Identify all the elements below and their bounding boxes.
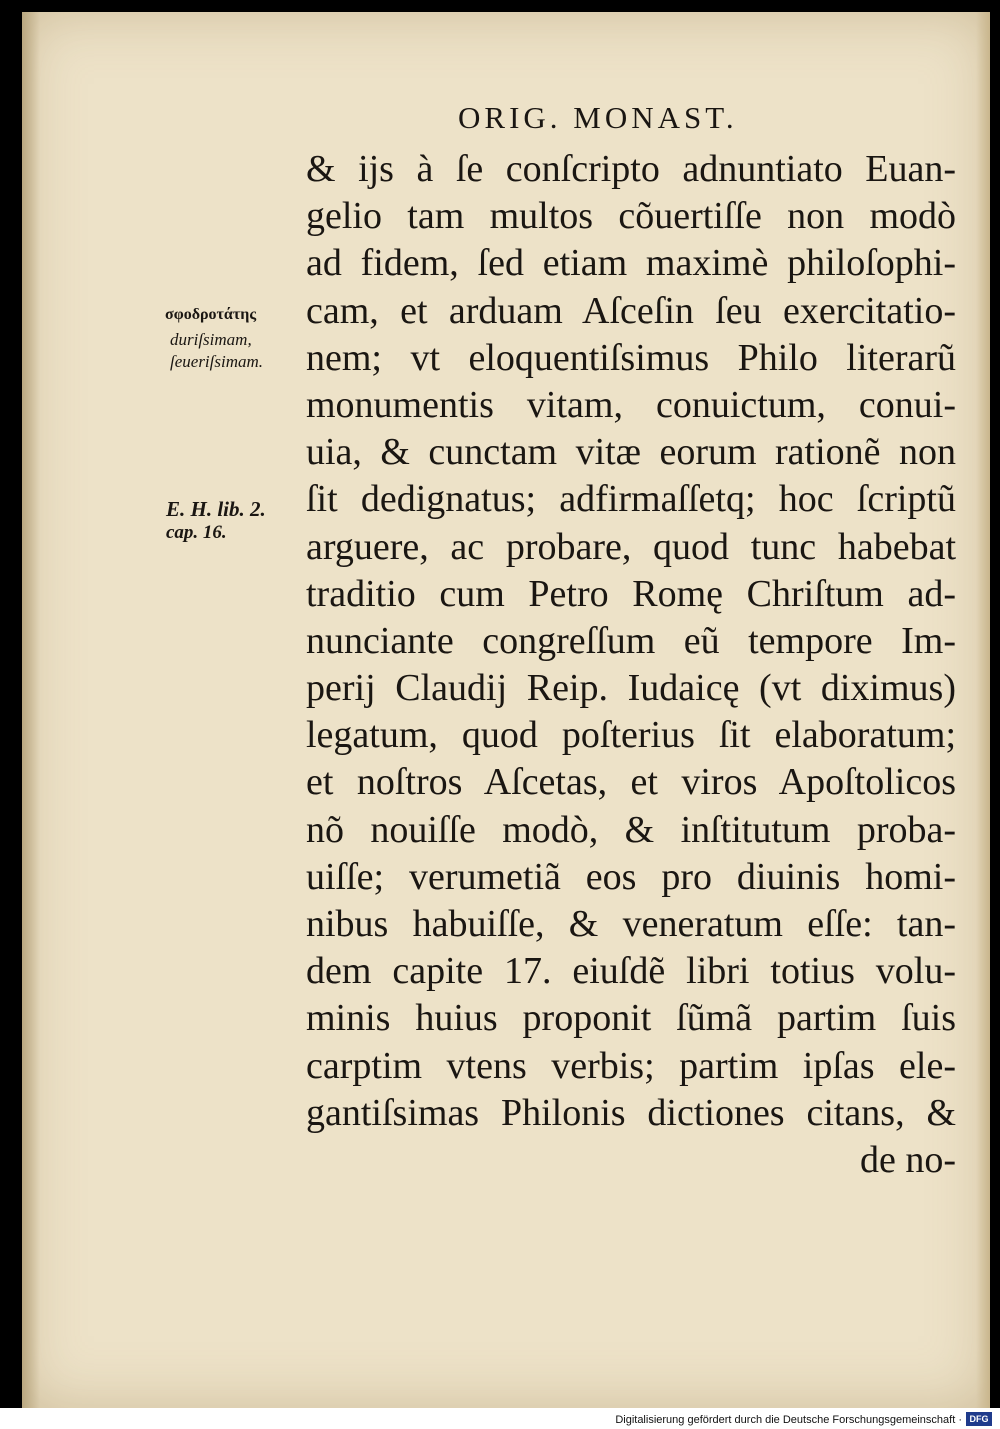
margin-note-greek: σφοδροτάτης [165, 306, 257, 323]
body-text-line: ſit dedignatus; adfirmaſſetq; hoc ſcriptũ [306, 478, 956, 521]
body-text-line: nibus habuiſſe, & veneratum eſſe: tan- [306, 903, 956, 945]
body-text-line: ad fidem, ſed etiam maximè philoſophi- [306, 242, 956, 285]
body-text-line: et noſtros Aſcetas, et viros Apoſtolicos [306, 761, 956, 804]
running-head: ORIG. MONAST. [458, 100, 738, 135]
body-text-line: nem; vt eloquentiſsimus Philo literarũ [306, 336, 956, 379]
footer-credit: Digitalisierung gefördert durch die Deutsche Forschungsgemeinschaft · [615, 1414, 962, 1426]
body-text-line: perij Claudij Reip. Iudaicę (vt diximus) [306, 667, 956, 710]
margin-note-gloss-line-2: ſeueriſsimam. [170, 352, 264, 371]
body-text-line: gelio tam multos cõuertiſſe non modò [306, 195, 956, 238]
body-text-line: arguere, ac probare, quod tunc habebat [306, 525, 956, 568]
body-text [306, 146, 956, 1184]
dfg-logo: DFG [966, 1412, 992, 1426]
body-text-line: cam, et arduam Aſceſin ſeu exercitatio- [306, 289, 956, 332]
body-text-line: uiſſe; verumetiã eos pro diuinis homi- [306, 855, 956, 898]
body-text-line: nõ nouiſſe modò, & inſtitutum proba- [306, 808, 956, 851]
body-text-line: & ijs à ſe conſcripto adnuntiato Euan- [306, 148, 956, 190]
body-text-line: traditio cum Petro Romę Chriſtum ad- [306, 572, 956, 615]
body-text-line: monumentis vitam, conuictum, conui- [306, 383, 956, 426]
body-text-line: nunciante congreſſum eũ tempore Im- [306, 619, 956, 662]
body-text-line: legatum, quod poſterius ſit elaboratum; [306, 714, 956, 757]
body-text-line: gantiſsimas Philonis dictiones citans, & [306, 1091, 956, 1134]
body-text-line: uia, & cunctam vitæ eorum rationẽ non [306, 431, 956, 474]
margin-note-gloss-line-1: duriſsimam, [170, 330, 252, 349]
body-text-line: de no- [859, 1138, 956, 1181]
margin-note-reference-line-2: cap. 16. [166, 522, 227, 543]
footer-bar [0, 1408, 1000, 1429]
body-text-line: minis huius proponit ſũmã partim ſuis [306, 997, 956, 1040]
margin-note-reference-line-1: E. H. lib. 2. [166, 497, 266, 521]
body-text-line: carptim vtens verbis; partim ipſas ele- [306, 1044, 956, 1087]
body-text-line: dem capite 17. eiuſdẽ libri totius volu- [306, 950, 956, 993]
